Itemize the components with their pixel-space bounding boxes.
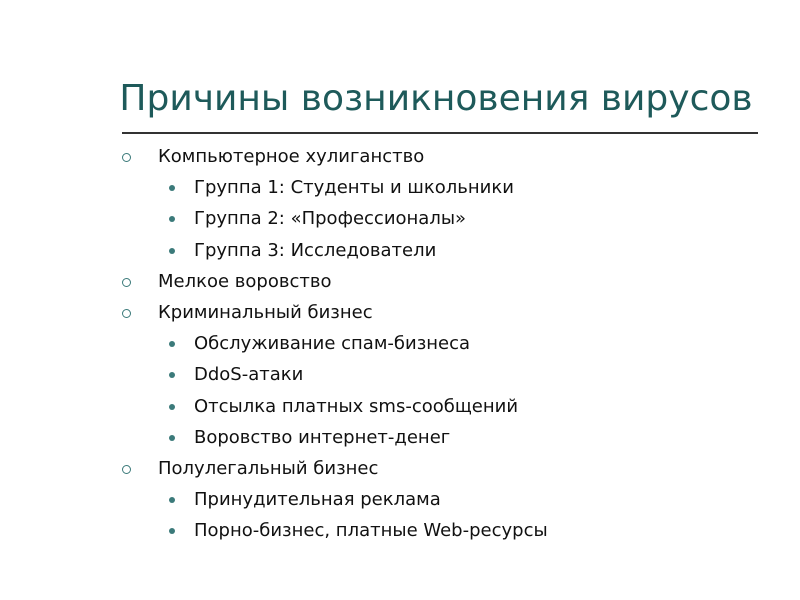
bullet-item (118, 297, 548, 328)
title-divider (122, 132, 758, 134)
slide-title: Причины возникновения вирусов (119, 78, 753, 119)
bullet-text: Порно-бизнес, платные Web-ресурсы (194, 520, 548, 542)
sub-bullet-item (118, 422, 548, 453)
sub-bullet-item (118, 235, 548, 266)
bullet-text: DdoS-атаки (194, 364, 304, 386)
bullet-text: Компьютерное хулиганство (158, 146, 425, 167)
dot-bullet-icon (169, 404, 175, 410)
sub-bullet-item (118, 391, 548, 422)
dot-bullet-icon (169, 528, 175, 534)
sub-bullet-item (118, 359, 548, 390)
bullet-text: Группа 2: «Профессионалы» (194, 208, 467, 230)
bullet-text: Воровство интернет-денег (194, 426, 451, 448)
sub-bullet-item (118, 515, 548, 546)
bullet-text: Полулегальный бизнес (158, 457, 379, 479)
bullet-item (118, 453, 548, 484)
circle-bullet-icon (122, 309, 131, 318)
circle-bullet-icon (122, 465, 131, 474)
dot-bullet-icon (169, 497, 175, 503)
bullet-text: Принудительная реклама (194, 489, 441, 511)
dot-bullet-icon (169, 341, 175, 347)
bullet-text: Мелкое воровство (158, 270, 332, 292)
sub-bullet-item (118, 328, 548, 359)
dot-bullet-icon (169, 435, 175, 441)
dot-bullet-icon (169, 216, 175, 222)
bullet-text: Группа 3: Исследователи (194, 239, 437, 261)
circle-bullet-icon (122, 278, 131, 287)
dot-bullet-icon (169, 185, 175, 191)
bullet-item (118, 141, 548, 172)
bullet-list (118, 141, 548, 546)
bullet-text: Криминальный бизнес (158, 301, 373, 323)
dot-bullet-icon (169, 248, 175, 254)
sub-bullet-item (118, 172, 548, 203)
sub-bullet-item (118, 484, 548, 515)
dot-bullet-icon (169, 372, 175, 378)
bullet-item (118, 266, 548, 297)
circle-bullet-icon (122, 153, 131, 162)
bullet-text: Обслуживание спам-бизнеса (194, 333, 471, 355)
sub-bullet-item (118, 203, 548, 234)
bullet-text: Отсылка платных sms-сообщений (194, 395, 519, 417)
bullet-text: Группа 1: Студенты и школьники (194, 177, 514, 199)
